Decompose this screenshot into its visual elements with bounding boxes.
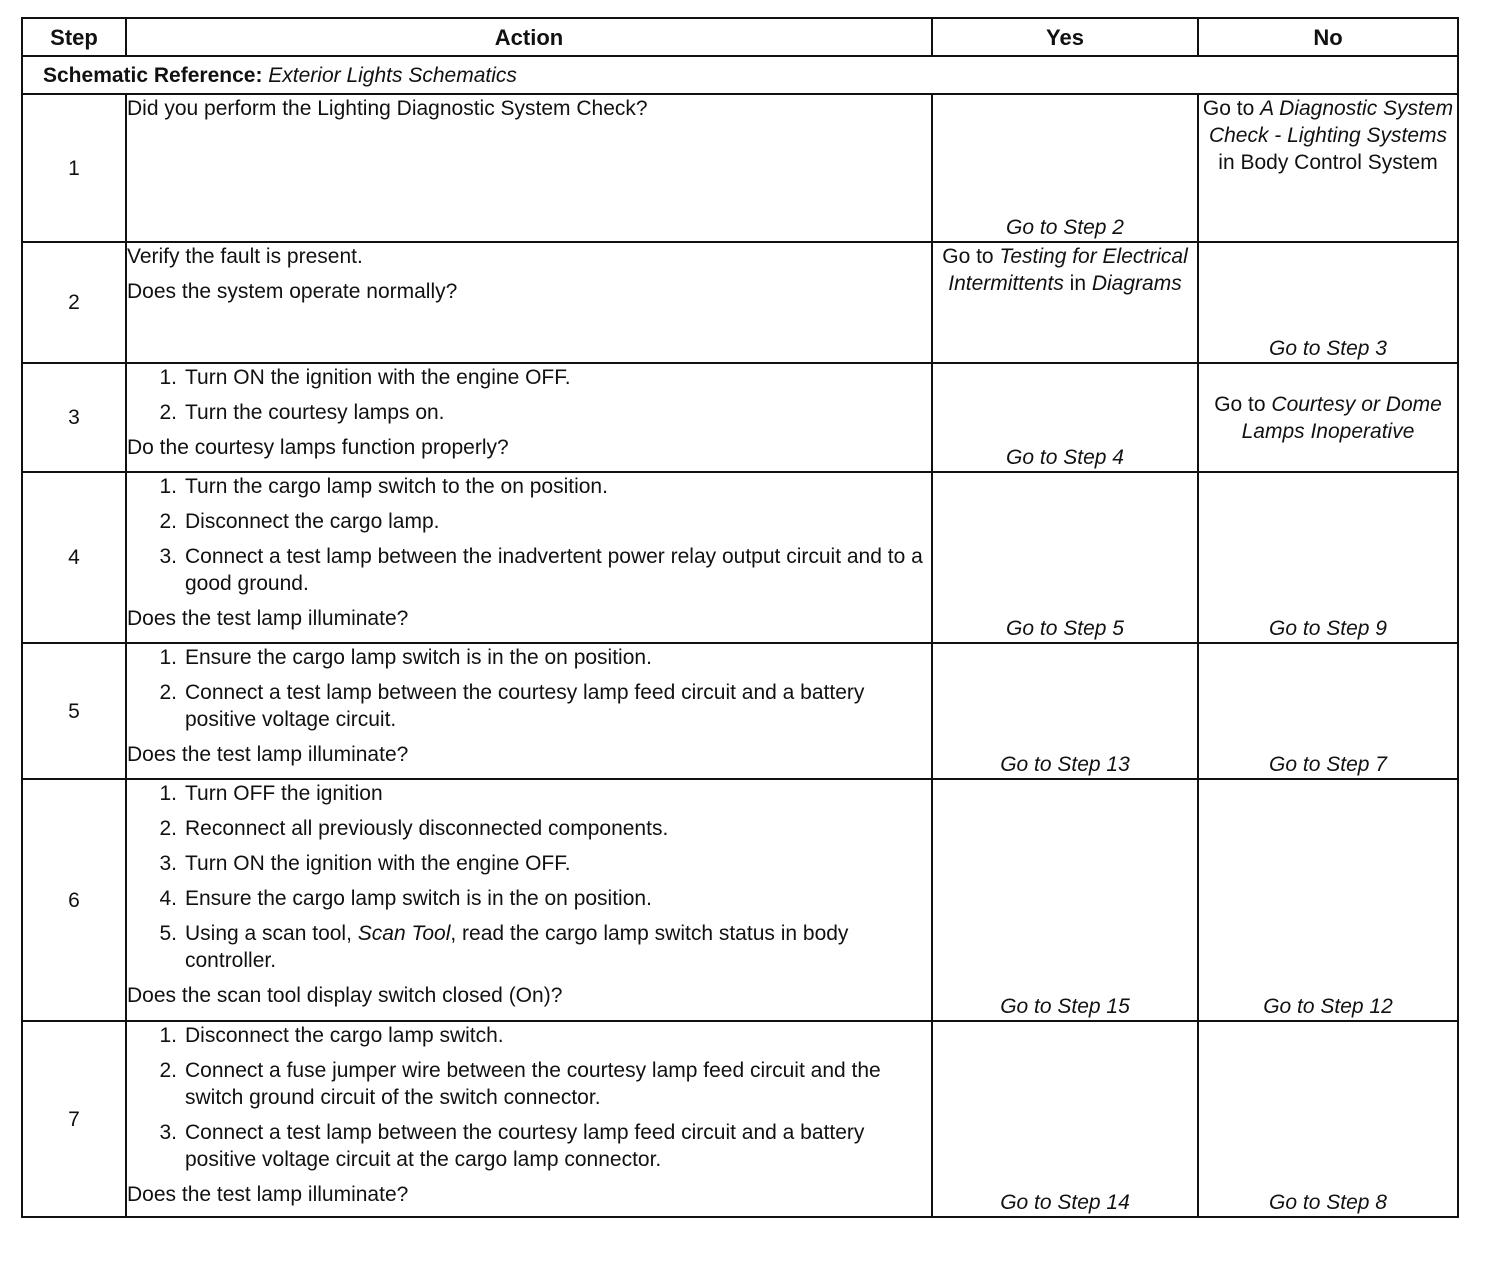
list-item: [127, 1057, 931, 1111]
yes-cell: [932, 242, 1198, 363]
action-cell: [126, 643, 932, 779]
list-item: [127, 885, 931, 912]
list-item: [127, 364, 931, 391]
yes-suffix: in: [1063, 272, 1092, 295]
list-item: [127, 815, 931, 842]
step-number: 2: [22, 242, 126, 363]
action-cell: [126, 779, 932, 1021]
item-number: 5.: [159, 922, 177, 945]
no-cell: [1198, 242, 1458, 363]
action-text: Verify the fault is present.: [127, 245, 363, 268]
header-row: [22, 18, 1458, 56]
header-yes: Yes: [932, 18, 1198, 56]
action-question: Does the test lamp illuminate?: [127, 743, 409, 766]
action-cell: [126, 1021, 932, 1217]
item-text: Turn OFF the ignition: [185, 782, 383, 805]
item-number: 3.: [159, 852, 177, 875]
item-text: Disconnect the cargo lamp switch.: [185, 1024, 504, 1047]
item-number: 3.: [159, 1121, 177, 1144]
yes-cell: [932, 94, 1198, 242]
step-number: 4: [22, 472, 126, 643]
item-text: Reconnect all previously disconnected components.: [185, 817, 669, 840]
item-text-prefix: Using a scan tool,: [185, 922, 358, 945]
table-row: [22, 242, 1458, 363]
schematic-row: [22, 56, 1458, 94]
item-text: Connect a test lamp between the inadvertent power relay output circuit and to a good ground.: [185, 545, 923, 595]
table-row: [22, 94, 1458, 242]
yes-link-secondary[interactable]: Diagrams: [1091, 272, 1182, 295]
action-text: Did you perform the Lighting Diagnostic System Check?: [127, 97, 648, 120]
no-link[interactable]: Go to Step 12: [1263, 995, 1393, 1018]
header-action: Action: [126, 18, 932, 56]
item-number: 1.: [159, 646, 177, 669]
item-number: 2.: [159, 1059, 177, 1082]
no-link[interactable]: A Diagnostic System Check - Lighting Systems: [1208, 97, 1454, 147]
item-number: 3.: [159, 545, 177, 568]
item-text: Turn the courtesy lamps on.: [185, 401, 445, 424]
no-cell: [1198, 643, 1458, 779]
action-cell: [126, 472, 932, 643]
yes-link[interactable]: Go to Step 5: [1006, 617, 1124, 640]
no-cell: [1198, 472, 1458, 643]
schematic-reference: [22, 56, 1458, 94]
header-step: Step: [22, 18, 126, 56]
action-question: Does the test lamp illuminate?: [127, 1183, 409, 1206]
yes-link[interactable]: Go to Step 2: [1006, 216, 1124, 239]
action-cell: [126, 363, 932, 472]
schematic-label: Schematic Reference:: [43, 63, 263, 87]
item-text: Turn ON the ignition with the engine OFF.: [185, 366, 571, 389]
no-cell: [1198, 779, 1458, 1021]
item-text: Connect a test lamp between the courtesy lamp feed circuit and a battery positive voltage circuit at the cargo lamp connector.: [185, 1121, 865, 1171]
item-text-suffix: , read the cargo lamp switch status in body controller.: [185, 922, 849, 972]
item-number: 1.: [159, 1024, 177, 1047]
list-item: [127, 543, 931, 597]
yes-cell: [932, 363, 1198, 472]
list-item: [127, 679, 931, 733]
list-item: [127, 780, 931, 807]
step-number: 5: [22, 643, 126, 779]
no-cell: [1198, 1021, 1458, 1217]
table-row: [22, 643, 1458, 779]
diagnostic-table: [21, 17, 1459, 1218]
step-number: 7: [22, 1021, 126, 1217]
no-cell: [1198, 363, 1458, 472]
list-item: [127, 644, 931, 671]
item-text: Ensure the cargo lamp switch is in the on position.: [185, 646, 652, 669]
table-row: [22, 472, 1458, 643]
list-item: [127, 1022, 931, 1049]
step-number: 6: [22, 779, 126, 1021]
list-item: [127, 920, 931, 974]
action-question: Does the scan tool display switch closed (On)?: [127, 984, 563, 1007]
no-link[interactable]: Go to Step 3: [1269, 337, 1387, 360]
item-number: 1.: [159, 475, 177, 498]
item-text: Disconnect the cargo lamp.: [185, 510, 440, 533]
item-text: Connect a test lamp between the courtesy lamp feed circuit and a battery positive voltage circuit.: [185, 681, 865, 731]
item-number: 2.: [159, 681, 177, 704]
yes-link[interactable]: Go to Step 14: [1000, 1191, 1130, 1214]
item-text: Connect a fuse jumper wire between the courtesy lamp feed circuit and the switch ground circuit of the switch connector.: [185, 1059, 881, 1109]
table-row: [22, 1021, 1458, 1217]
no-link[interactable]: Courtesy or Dome Lamps Inoperative: [1241, 392, 1442, 443]
item-text: Turn ON the ignition with the engine OFF.: [185, 852, 571, 875]
action-question: Does the system operate normally?: [127, 280, 458, 303]
yes-cell: [932, 1021, 1198, 1217]
yes-link[interactable]: Go to Step 15: [1000, 995, 1130, 1018]
yes-cell: [932, 472, 1198, 643]
header-no: No: [1198, 18, 1458, 56]
list-item: [127, 399, 931, 426]
action-question: Does the test lamp illuminate?: [127, 607, 409, 630]
schematic-value: Exterior Lights Schematics: [268, 63, 517, 87]
item-number: 2.: [159, 401, 177, 424]
yes-link[interactable]: Testing for Electrical Intermittents: [948, 245, 1188, 295]
yes-prefix: Go to: [942, 245, 1000, 268]
item-text: Turn the cargo lamp switch to the on position.: [185, 475, 608, 498]
no-prefix: Go to: [1202, 97, 1261, 120]
no-link[interactable]: Go to Step 9: [1269, 617, 1387, 640]
table-row: [22, 779, 1458, 1021]
step-number: 1: [22, 94, 126, 242]
yes-link[interactable]: Go to Step 13: [1000, 753, 1130, 776]
action-cell: [126, 242, 932, 363]
scan-tool-link[interactable]: Scan Tool: [357, 922, 451, 945]
no-prefix: Go to: [1214, 392, 1272, 416]
yes-link[interactable]: Go to Step 4: [1006, 446, 1124, 469]
no-link[interactable]: Go to Step 8: [1269, 1191, 1387, 1214]
item-number: 1.: [159, 366, 177, 389]
action-question: Do the courtesy lamps function properly?: [127, 436, 509, 459]
list-item: [127, 850, 931, 877]
yes-cell: [932, 643, 1198, 779]
action-cell: [126, 94, 932, 242]
step-number: 3: [22, 363, 126, 472]
list-item: [127, 1119, 931, 1173]
item-text: Ensure the cargo lamp switch is in the on position.: [185, 887, 652, 910]
yes-cell: [932, 779, 1198, 1021]
table-row: [22, 363, 1458, 472]
no-suffix: in Body Control System: [1218, 151, 1438, 174]
list-item: [127, 508, 931, 535]
no-link[interactable]: Go to Step 7: [1269, 753, 1387, 776]
item-text: [185, 920, 931, 974]
item-number: 2.: [159, 510, 177, 533]
list-item: [127, 473, 931, 500]
no-cell: [1198, 94, 1458, 242]
item-number: 1.: [159, 782, 177, 805]
item-number: 4.: [159, 887, 177, 910]
item-number: 2.: [159, 817, 177, 840]
